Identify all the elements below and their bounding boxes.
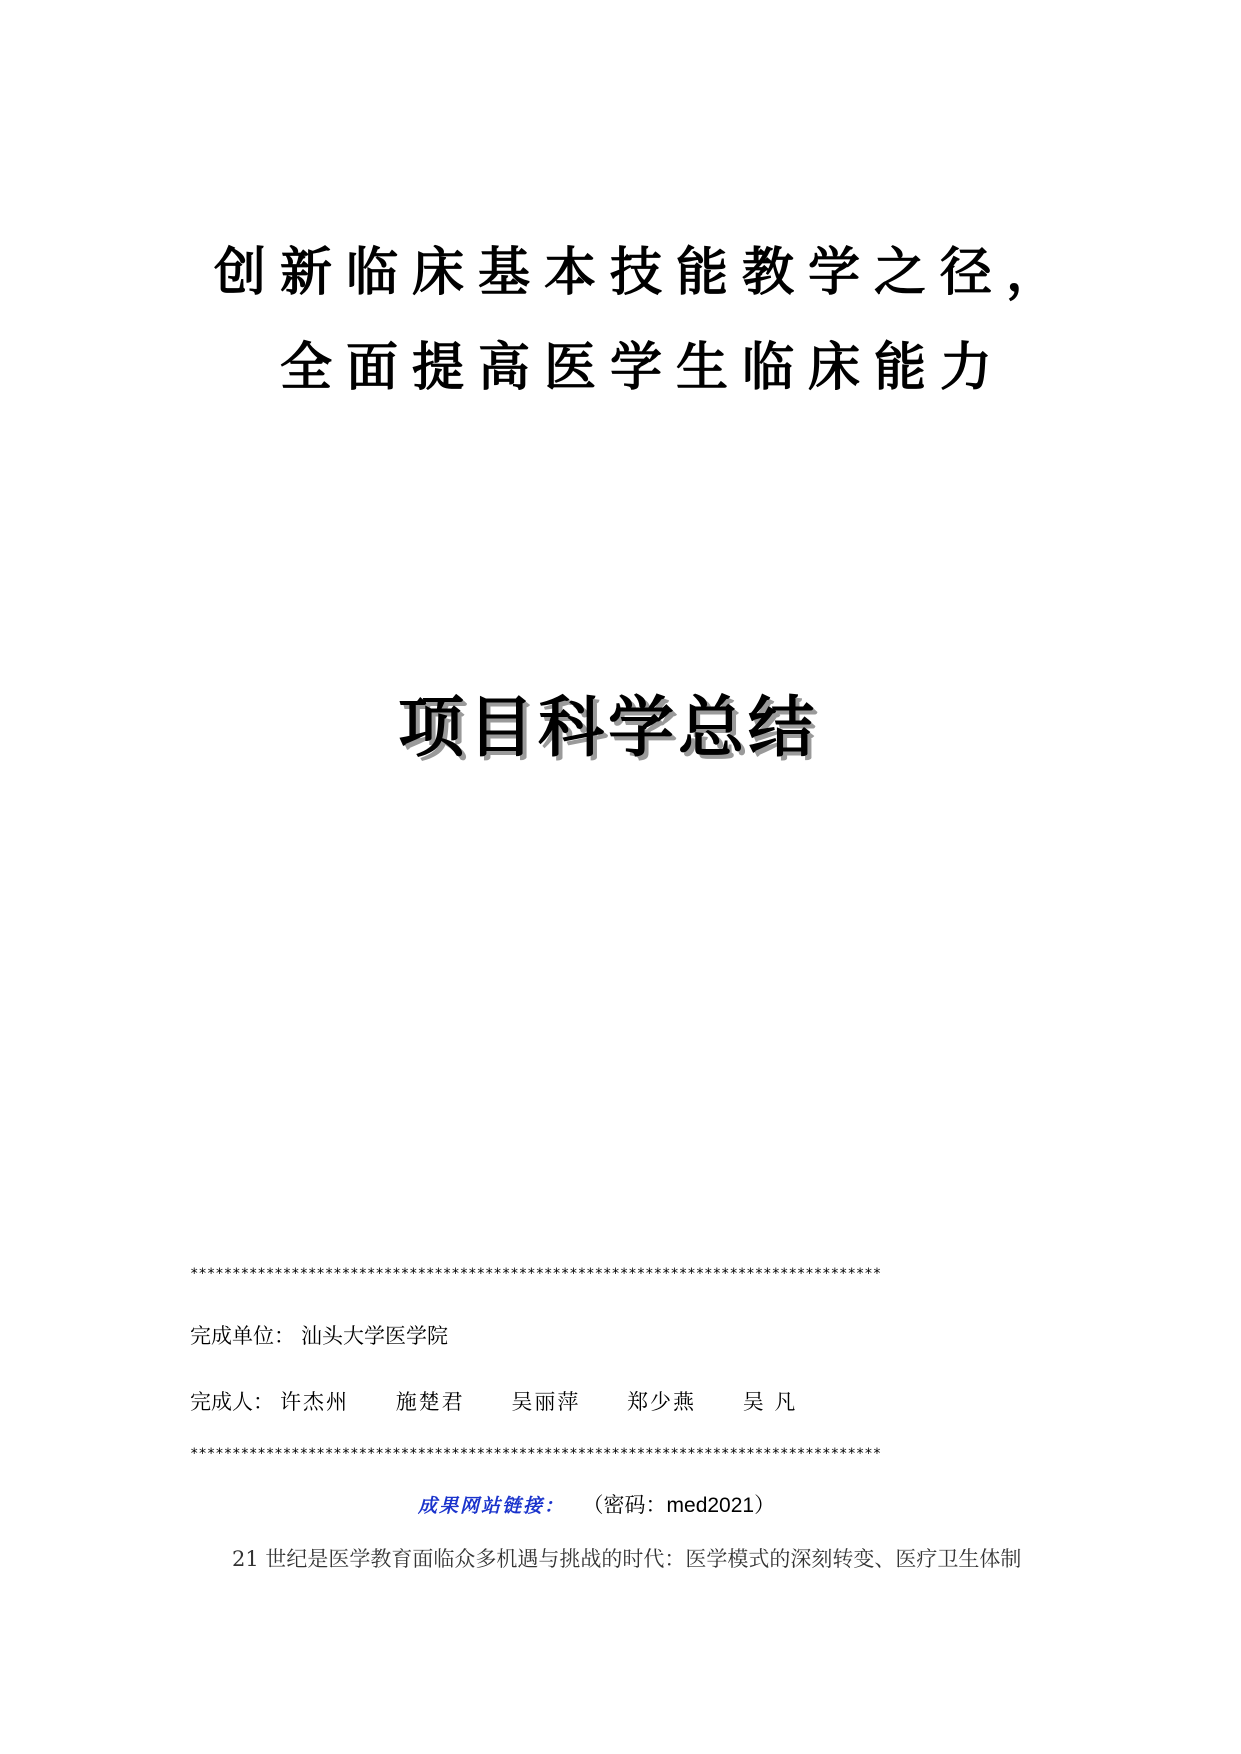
document-title-line-1: 创新临床基本技能教学之径，: [214, 242, 1073, 303]
person-name: 施楚君: [395, 1390, 465, 1414]
person-name: 吴 凡: [742, 1390, 798, 1414]
person-name: 郑少燕: [627, 1390, 697, 1414]
completion-unit-label: 完成单位：: [190, 1324, 295, 1348]
person-name: 许杰州: [280, 1390, 349, 1414]
website-link-label[interactable]: 成果网站链接：: [418, 1495, 566, 1517]
people-list: [280, 1388, 837, 1416]
website-password: （密码：med2021）: [593, 1494, 776, 1517]
document-title-line-2: 全面提高医学生临床能力: [280, 337, 1007, 398]
website-link-row: [418, 1491, 775, 1520]
completion-unit-value: 汕头大学医学院: [301, 1324, 448, 1348]
body-paragraph: 21 世纪是医学教育面临众多机遇与挑战的时代：医学模式的深刻转变、医疗卫生体制: [232, 1547, 1022, 1571]
separator-top: **********************************************************************************: [190, 1266, 882, 1282]
completion-people-label: 完成人：: [190, 1390, 274, 1414]
separator-bottom: **********************************************************************************: [190, 1446, 882, 1462]
completion-unit-row: [190, 1322, 448, 1350]
completion-people-row: [190, 1388, 837, 1416]
document-subtitle: 项目科学总结: [398, 689, 818, 766]
person-name: 吴丽萍: [511, 1390, 581, 1414]
